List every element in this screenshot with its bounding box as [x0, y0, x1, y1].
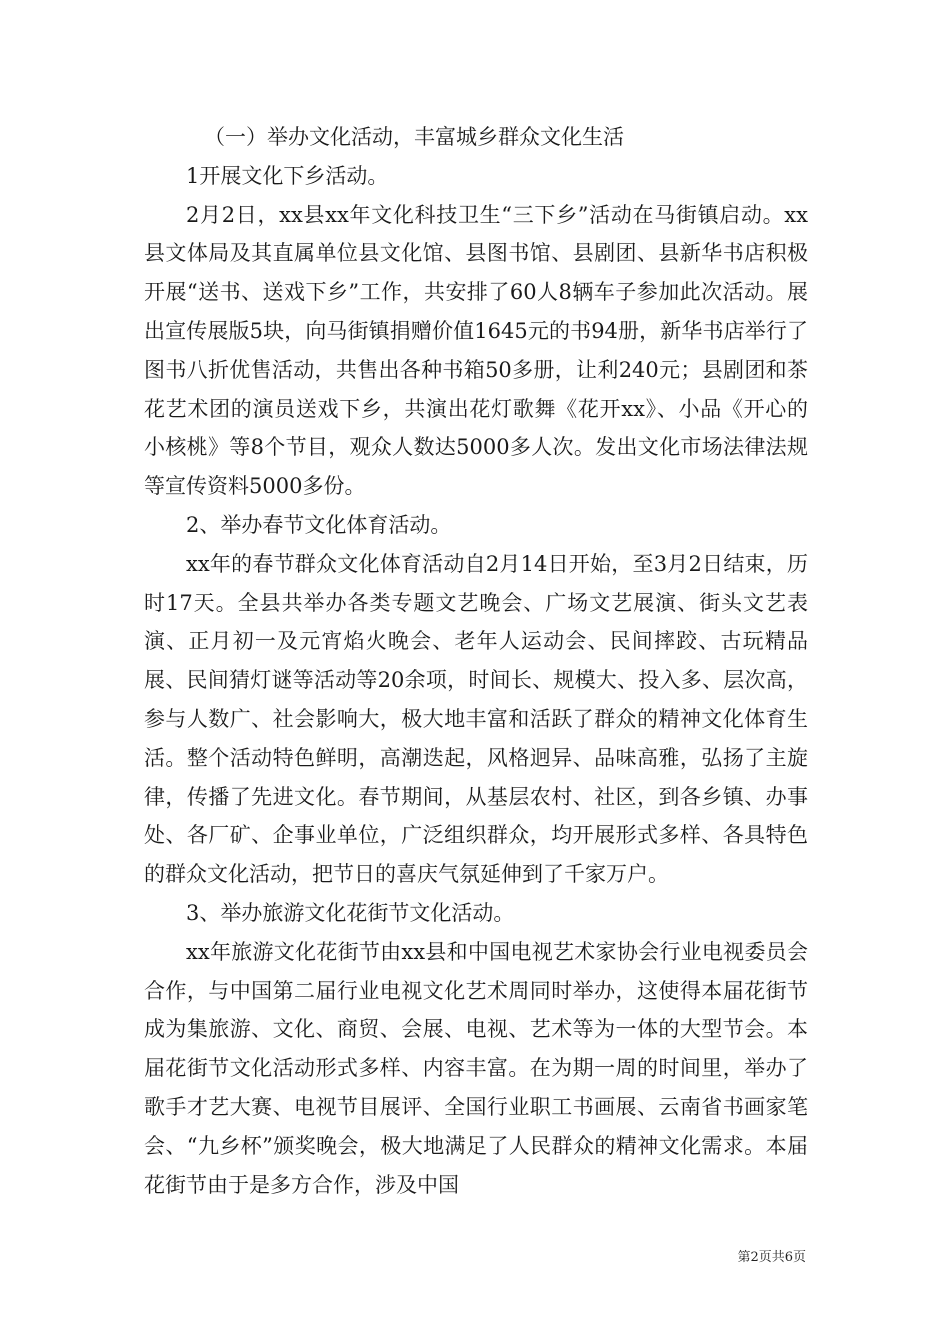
paragraph-1: 2月2日，xx县xx年文化科技卫生“三下乡”活动在马街镇启动。xx县文体局及其直属单位县文化馆、县图书馆、县剧团、县新华书店积极开展“送书、送戏下乡”工作，共安排了60人8辆车子参加此次活动。展出宣传展版5块，向马街镇捐赠价值1645元的书94册，新华书店举行了图书八折优售活动，共售出各种书箱50多册，让利240元；县剧团和茶花艺术团的演员送戏下乡，共演出花灯歌舞《花开xx》、小品《开心的小核桃》等8个节目，观众人数达5000多人次。发出文化市场法律法规等宣传资料5000多份。 [144, 202, 808, 499]
subheading-1: 1开展文化下乡活动。 [186, 163, 389, 188]
subheading-2: 2、举办春节文化体育活动。 [186, 512, 452, 537]
page-number: 第2页共6页 [737, 1250, 806, 1265]
subheading-3: 3、举办旅游文化花街节文化活动。 [186, 900, 515, 925]
paragraph-2: xx年的春节群众文化体育活动自2月14日开始，至3月2日结束，历时17天。全县共举办各类专题文艺晚会、广场文艺展演、街头文艺表演、正月初一及元宵焰火晚会、老年人运动会、民间摔跤、古玩精品展、民间猜灯谜等活动等20余项，时间长、规模大、投入多、层次高，参与人数广、社会影响大，极大地丰富和活跃了群众的精神文化体育生活。整个活动特色鲜明，高潮迭起，风格迥异、品味高雅，弘扬了主旋律，传播了先进文化。春节期间，从基层农村、社区，到各乡镇、办事处、各厂矿、企事业单位，广泛组织群众，均开展形式多样、各具特色的群众文化活动，把节日的喜庆气氛延伸到了千家万户。 [144, 551, 808, 887]
paragraph-3: xx年旅游文化花街节由xx县和中国电视艺术家协会行业电视委员会合作，与中国第二届行业电视文化艺术周同时举办，这使得本届花街节成为集旅游、文化、商贸、会展、电视、艺术等为一体的大型节会。本届花街节文化活动形式多样、内容丰富。在为期一周的时间里，举办了歌手才艺大赛、电视节目展评、全国行业职工书画展、云南省书画家笔会、“九乡杯”颁奖晚会，极大地满足了人民群众的精神文化需求。本届花街节由于是多方合作，涉及中国 [144, 939, 808, 1197]
document-body [144, 118, 808, 1204]
section-heading: （一）举办文化活动，丰富城乡群众文化生活 [204, 125, 624, 149]
